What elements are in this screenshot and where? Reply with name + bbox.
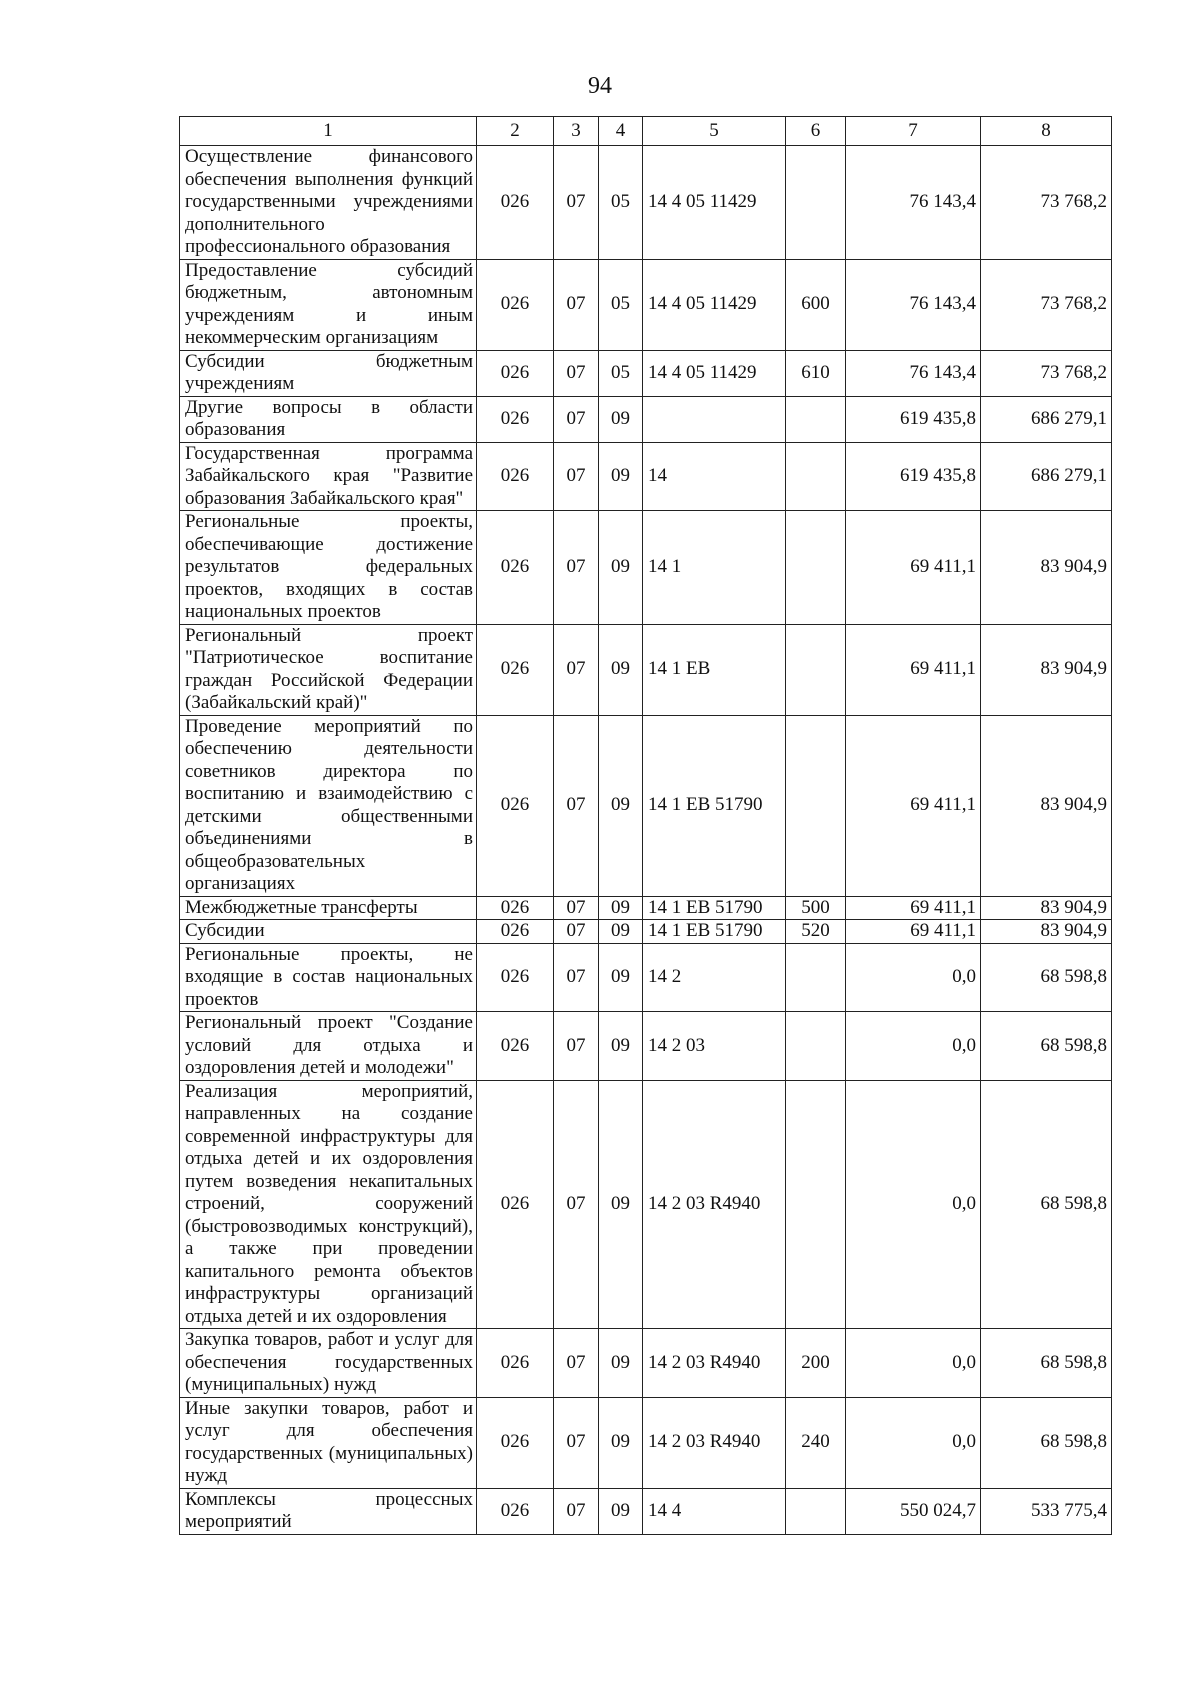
row-code-target-cell: 14 1 ЕВ 51790: [643, 715, 786, 896]
row-amount-col7-cell: 0,0: [846, 1329, 981, 1398]
row-amount-col8-cell: 686 279,1: [981, 442, 1112, 511]
row-amount-col7-cell: 76 143,4: [846, 146, 981, 260]
row-code-ministry-cell: 026: [477, 511, 554, 625]
row-code-ministry-cell: 026: [477, 259, 554, 350]
column-header: 1: [180, 117, 477, 146]
row-code-subsection-cell: 09: [599, 1329, 643, 1398]
table-row: [180, 896, 1112, 920]
row-name-cell: Реализация мероприятий, направленных на создание современной инфраструктуры для отдыха детей и их оздоровления путем возведения некапитальных строений, сооружений (быстровозводимых конструкций), а также при проведении капитального ремонта объектов инфраструктуры организаций отдыха детей и их оздоровления: [180, 1080, 477, 1329]
row-code-ministry-cell: 026: [477, 350, 554, 396]
row-code-subsection-cell: 09: [599, 511, 643, 625]
row-code-target-cell: 14 2 03 R4940: [643, 1329, 786, 1398]
row-amount-col7-cell: 69 411,1: [846, 715, 981, 896]
row-code-subsection-cell: 09: [599, 943, 643, 1012]
row-code-section-cell: 07: [554, 259, 599, 350]
row-name-cell: Региональный проект "Создание условий для отдыха и оздоровления детей и молодежи": [180, 1012, 477, 1081]
row-code-section-cell: 07: [554, 943, 599, 1012]
row-code-target-cell: 14 4 05 11429: [643, 146, 786, 260]
row-name-cell: Региональные проекты, обеспечивающие достижение результатов федеральных проектов, входящих в состав национальных проектов: [180, 511, 477, 625]
row-amount-col7-cell: 0,0: [846, 1080, 981, 1329]
row-code-ministry-cell: 026: [477, 1488, 554, 1534]
row-code-target-cell: 14 1: [643, 511, 786, 625]
row-code-ministry-cell: 026: [477, 943, 554, 1012]
row-code-ministry-cell: 026: [477, 715, 554, 896]
column-header: 7: [846, 117, 981, 146]
row-code-ministry-cell: 026: [477, 1012, 554, 1081]
row-amount-col7-cell: 0,0: [846, 943, 981, 1012]
row-code-target-cell: 14 1 ЕВ: [643, 624, 786, 715]
table-row: [180, 511, 1112, 625]
row-code-expense-type-cell: [786, 1488, 846, 1534]
page-number: 94: [588, 73, 612, 99]
row-code-subsection-cell: 09: [599, 1488, 643, 1534]
row-code-subsection-cell: 09: [599, 920, 643, 944]
row-code-target-cell: 14 1 ЕВ 51790: [643, 920, 786, 944]
column-header: 8: [981, 117, 1112, 146]
row-code-section-cell: 07: [554, 350, 599, 396]
row-code-subsection-cell: 09: [599, 896, 643, 920]
row-amount-col8-cell: 68 598,8: [981, 1397, 1112, 1488]
row-code-subsection-cell: 09: [599, 1397, 643, 1488]
row-name-cell: Иные закупки товаров, работ и услуг для обеспечения государственных (муниципальных) нужд: [180, 1397, 477, 1488]
row-code-ministry-cell: 026: [477, 896, 554, 920]
row-code-expense-type-cell: [786, 511, 846, 625]
row-code-target-cell: 14 4: [643, 1488, 786, 1534]
row-code-target-cell: 14 2 03 R4940: [643, 1080, 786, 1329]
row-name-cell: Осуществление финансового обеспечения выполнения функций государственными учреждениями дополнительного профессионального образования: [180, 146, 477, 260]
row-code-section-cell: 07: [554, 1080, 599, 1329]
row-amount-col8-cell: 533 775,4: [981, 1488, 1112, 1534]
table-row: [180, 350, 1112, 396]
row-amount-col8-cell: 83 904,9: [981, 624, 1112, 715]
row-amount-col7-cell: 619 435,8: [846, 442, 981, 511]
row-code-ministry-cell: 026: [477, 396, 554, 442]
row-code-target-cell: 14 2 03: [643, 1012, 786, 1081]
row-amount-col8-cell: 686 279,1: [981, 396, 1112, 442]
row-code-section-cell: 07: [554, 920, 599, 944]
row-code-target-cell: 14: [643, 442, 786, 511]
row-name-cell: Другие вопросы в области образования: [180, 396, 477, 442]
table-row: [180, 1488, 1112, 1534]
row-code-expense-type-cell: 500: [786, 896, 846, 920]
row-code-expense-type-cell: 520: [786, 920, 846, 944]
row-code-subsection-cell: 05: [599, 146, 643, 260]
row-code-expense-type-cell: [786, 396, 846, 442]
row-amount-col8-cell: 73 768,2: [981, 259, 1112, 350]
row-amount-col7-cell: 69 411,1: [846, 511, 981, 625]
table-row: [180, 943, 1112, 1012]
table-row: [180, 1012, 1112, 1081]
row-code-ministry-cell: 026: [477, 1329, 554, 1398]
row-code-subsection-cell: 09: [599, 1080, 643, 1329]
row-code-expense-type-cell: [786, 943, 846, 1012]
table-row: [180, 442, 1112, 511]
row-amount-col8-cell: 68 598,8: [981, 1329, 1112, 1398]
row-code-subsection-cell: 09: [599, 624, 643, 715]
row-code-section-cell: 07: [554, 1329, 599, 1398]
row-code-subsection-cell: 05: [599, 259, 643, 350]
row-code-ministry-cell: 026: [477, 146, 554, 260]
row-name-cell: Предоставление субсидий бюджетным, автономным учреждениям и иным некоммерческим организациям: [180, 259, 477, 350]
row-amount-col8-cell: 83 904,9: [981, 896, 1112, 920]
column-header: 4: [599, 117, 643, 146]
row-code-ministry-cell: 026: [477, 920, 554, 944]
row-code-section-cell: 07: [554, 1488, 599, 1534]
row-amount-col7-cell: 0,0: [846, 1397, 981, 1488]
row-name-cell: Государственная программа Забайкальского края "Развитие образования Забайкальского края": [180, 442, 477, 511]
row-code-section-cell: 07: [554, 715, 599, 896]
row-amount-col8-cell: 83 904,9: [981, 511, 1112, 625]
column-header: 6: [786, 117, 846, 146]
row-amount-col8-cell: 73 768,2: [981, 146, 1112, 260]
row-code-section-cell: 07: [554, 624, 599, 715]
row-code-section-cell: 07: [554, 1012, 599, 1081]
row-code-section-cell: 07: [554, 511, 599, 625]
row-code-expense-type-cell: 240: [786, 1397, 846, 1488]
row-amount-col8-cell: 68 598,8: [981, 943, 1112, 1012]
row-amount-col7-cell: 0,0: [846, 1012, 981, 1081]
row-amount-col7-cell: 619 435,8: [846, 396, 981, 442]
row-code-ministry-cell: 026: [477, 1397, 554, 1488]
row-code-expense-type-cell: [786, 1080, 846, 1329]
column-header: 2: [477, 117, 554, 146]
column-header: 3: [554, 117, 599, 146]
row-code-section-cell: 07: [554, 1397, 599, 1488]
row-code-expense-type-cell: [786, 442, 846, 511]
budget-table: [179, 116, 1112, 1535]
row-code-ministry-cell: 026: [477, 624, 554, 715]
table-row: [180, 259, 1112, 350]
row-amount-col8-cell: 68 598,8: [981, 1080, 1112, 1329]
row-name-cell: Межбюджетные трансферты: [180, 896, 477, 920]
row-amount-col7-cell: 550 024,7: [846, 1488, 981, 1534]
table-row: [180, 920, 1112, 944]
row-code-expense-type-cell: [786, 624, 846, 715]
row-code-expense-type-cell: 200: [786, 1329, 846, 1398]
row-code-section-cell: 07: [554, 146, 599, 260]
column-header: 5: [643, 117, 786, 146]
row-amount-col8-cell: 68 598,8: [981, 1012, 1112, 1081]
row-amount-col7-cell: 69 411,1: [846, 896, 981, 920]
table-row: [180, 1329, 1112, 1398]
row-code-ministry-cell: 026: [477, 442, 554, 511]
row-code-target-cell: 14 2 03 R4940: [643, 1397, 786, 1488]
row-code-expense-type-cell: 600: [786, 259, 846, 350]
row-code-subsection-cell: 09: [599, 715, 643, 896]
row-code-target-cell: 14 2: [643, 943, 786, 1012]
row-code-subsection-cell: 05: [599, 350, 643, 396]
row-code-target-cell: [643, 396, 786, 442]
table-row: [180, 1080, 1112, 1329]
row-amount-col8-cell: 83 904,9: [981, 715, 1112, 896]
table-row: [180, 715, 1112, 896]
row-name-cell: Субсидии: [180, 920, 477, 944]
row-code-section-cell: 07: [554, 396, 599, 442]
row-code-section-cell: 07: [554, 896, 599, 920]
table-row: [180, 146, 1112, 260]
row-code-target-cell: 14 4 05 11429: [643, 259, 786, 350]
row-amount-col7-cell: 69 411,1: [846, 624, 981, 715]
header-row: [180, 117, 1112, 146]
row-name-cell: Региональный проект "Патриотическое воспитание граждан Российской Федерации (Забайкальский край)": [180, 624, 477, 715]
row-code-expense-type-cell: 610: [786, 350, 846, 396]
row-name-cell: Комплексы процессных мероприятий: [180, 1488, 477, 1534]
row-code-target-cell: 14 4 05 11429: [643, 350, 786, 396]
row-amount-col7-cell: 76 143,4: [846, 350, 981, 396]
row-code-expense-type-cell: [786, 715, 846, 896]
row-code-ministry-cell: 026: [477, 1080, 554, 1329]
row-code-target-cell: 14 1 ЕВ 51790: [643, 896, 786, 920]
row-code-expense-type-cell: [786, 146, 846, 260]
table-row: [180, 624, 1112, 715]
row-amount-col7-cell: 76 143,4: [846, 259, 981, 350]
row-code-section-cell: 07: [554, 442, 599, 511]
row-amount-col8-cell: 73 768,2: [981, 350, 1112, 396]
row-name-cell: Проведение мероприятий по обеспечению деятельности советников директора по воспитанию и взаимодействию с детскими общественными объединениями в общеобразовательных организациях: [180, 715, 477, 896]
row-name-cell: Закупка товаров, работ и услуг для обеспечения государственных (муниципальных) нужд: [180, 1329, 477, 1398]
row-amount-col8-cell: 83 904,9: [981, 920, 1112, 944]
row-code-expense-type-cell: [786, 1012, 846, 1081]
table-row: [180, 396, 1112, 442]
table-row: [180, 1397, 1112, 1488]
row-amount-col7-cell: 69 411,1: [846, 920, 981, 944]
row-name-cell: Региональные проекты, не входящие в состав национальных проектов: [180, 943, 477, 1012]
row-code-subsection-cell: 09: [599, 442, 643, 511]
row-name-cell: Субсидии бюджетным учреждениям: [180, 350, 477, 396]
row-code-subsection-cell: 09: [599, 1012, 643, 1081]
row-code-subsection-cell: 09: [599, 396, 643, 442]
